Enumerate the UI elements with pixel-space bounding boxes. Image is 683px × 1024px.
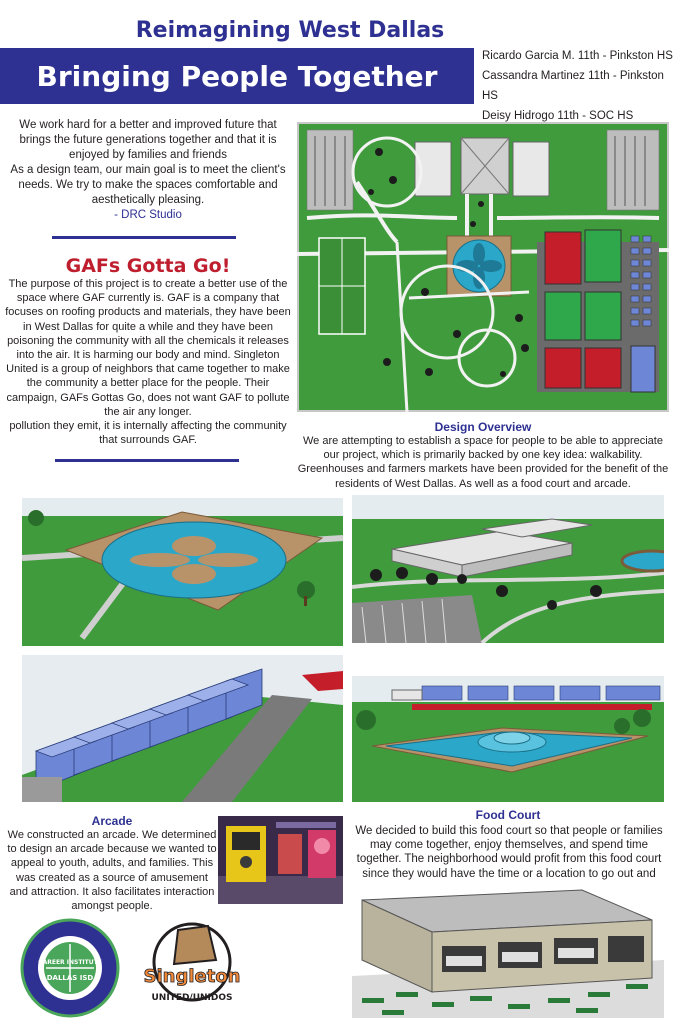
authors-list bbox=[482, 46, 682, 126]
author-1: Ricardo Garcia M. 11th - Pinkston HS bbox=[482, 50, 673, 62]
singleton-united-logo bbox=[138, 920, 246, 1018]
singleton-name: Singleton bbox=[143, 966, 241, 987]
gaf-heading: GAFs Gotta Go! bbox=[65, 255, 231, 277]
site-plan-image bbox=[297, 122, 669, 412]
arcade-photo bbox=[218, 816, 343, 904]
render-fountain-view bbox=[352, 676, 664, 802]
career-name: CAREER INSTITUTE bbox=[38, 959, 102, 966]
career-district: DALLAS ISD bbox=[46, 974, 94, 982]
arcade-heading: Arcade bbox=[91, 814, 133, 828]
poster-banner: Bringing People Together bbox=[0, 48, 474, 104]
career-institute-logo bbox=[20, 918, 120, 1018]
render-arcade-row bbox=[22, 655, 343, 802]
render-food-court bbox=[352, 880, 664, 1018]
intro-section bbox=[6, 118, 290, 223]
render-market-buildings bbox=[352, 495, 664, 643]
singleton-sub: UNITED/UNIDOS bbox=[151, 993, 233, 1003]
gaf-text: The purpose of this project is to create a better use of the space where GAF currently is. GAF is a company that focuses on roofing products and materials, they have been in West Dallas for quite a while and they have been poisoning the community with all the chemicals it releases into the air. It is harming our body and mind. Singleton United is a group of neighbors that came together to make the community a better place for the people. Their campaign, GAFs Gottas Go, does not want GAF to pollute the air any longer. pollution they emit, it is internally affecting the community that surrounds GAF. bbox=[5, 278, 291, 447]
poster-title: Reimagining West Dallas bbox=[135, 18, 445, 43]
food-court-heading: Food Court bbox=[475, 808, 541, 822]
food-court-text: We decided to build this food court so that people or families may come together, enjoy themselves, and spend time together. The neighborhood would profit from this food court since they would have the time or a location to go out and bbox=[355, 825, 663, 880]
arcade-text: We constructed an arcade. We determined to design an arcade because we wanted to appeal to youth, adults, and families. This was created as a source of amusement and attraction. It also facilitates interaction amongst people. bbox=[7, 829, 217, 913]
divider-1 bbox=[52, 236, 236, 239]
render-fountain-plaza bbox=[22, 498, 343, 646]
overview-heading: Design Overview bbox=[434, 420, 532, 434]
intro-text: We work hard for a better and improved future that brings the future generations together and that it is enjoyed by families and friends As a design team, our main goal is to meet the client's needs. We try to make the spaces comfortable and aesthetically pleasing. bbox=[10, 119, 286, 206]
divider-2 bbox=[55, 459, 239, 462]
overview-text: We are attempting to establish a space for people to be able to appreciate our project, which is primarily backed by one key idea: walkability. Greenhouses and farmers markets have been provided for the benefit of the residents of West Dallas. As well as a food court and arcade. bbox=[297, 435, 669, 490]
author-2: Cassandra Martinez 11th - Pinkston HS bbox=[482, 70, 664, 102]
intro-credit: - DRC Studio bbox=[114, 209, 182, 221]
author-3: Deisy Hidrogo 11th - SOC HS bbox=[482, 110, 634, 122]
